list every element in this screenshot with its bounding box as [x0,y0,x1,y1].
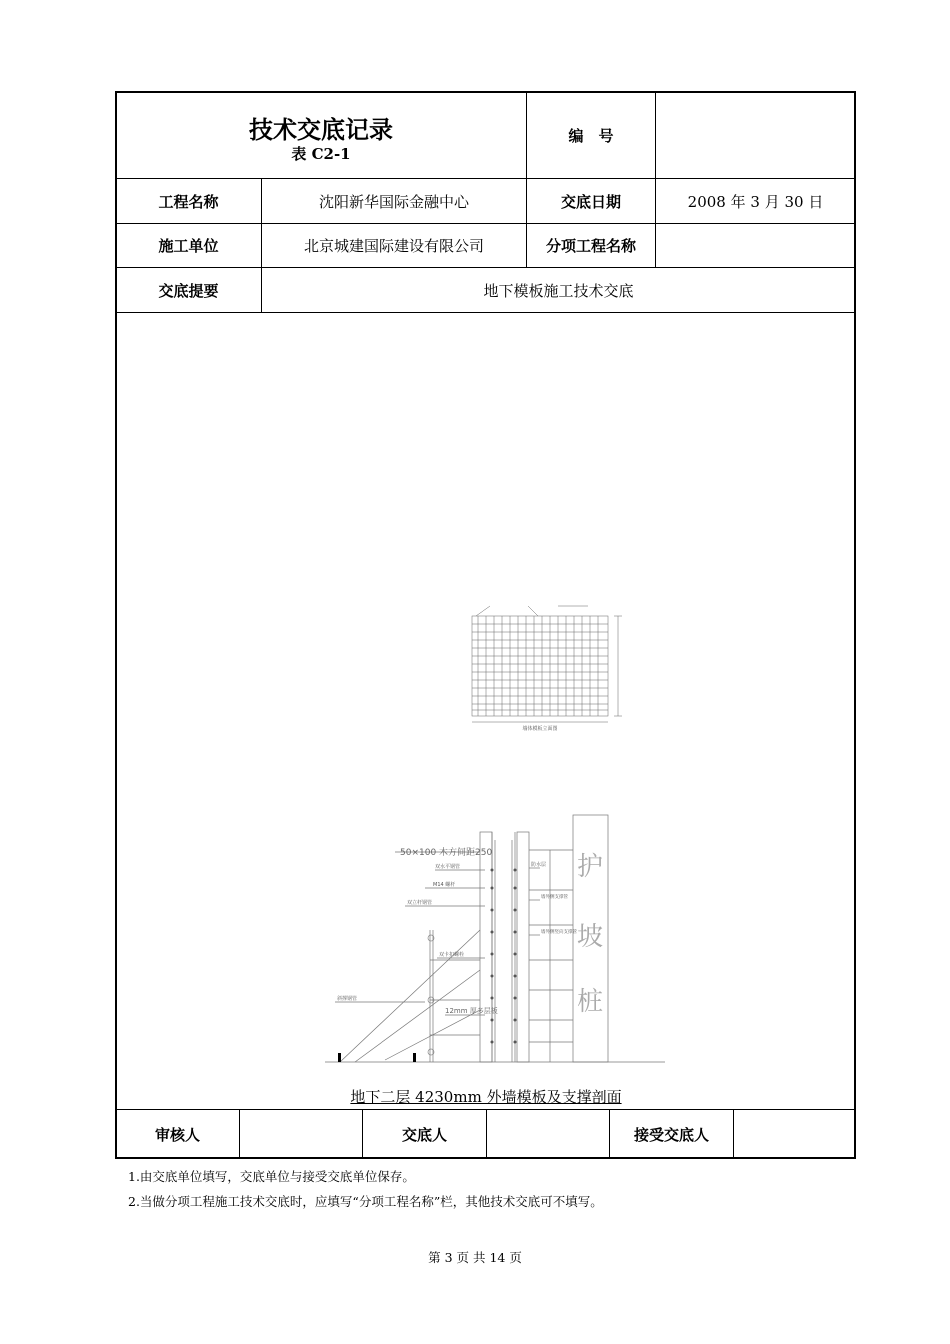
project-name-label: 工程名称 [158,192,219,211]
contractor-value[interactable]: 北京城建国际建设有限公司 [303,237,484,255]
receiver-value[interactable] [734,1110,855,1158]
note-1: 1.由交底单位填写，交底单位与接受交底单位保存。 [128,1169,415,1184]
note-2: 2.当做分项工程施工技术交底时，应填写“分项工程名称”栏，其他技术交底可不填写。 [128,1194,603,1209]
pile-char-2: 坡 [577,922,604,952]
section-label-vertical-pipe: 双立杆钢管 [407,900,433,906]
section-label-bolt: M14 螺杆 [433,882,456,888]
form-title: 技术交底记录 [249,116,393,144]
section-label-timber: 50×100 木方间距250 [400,848,493,858]
sub-project-label: 分项工程名称 [545,237,636,255]
section-label-waterproof: 防水层 [531,862,547,868]
date-value[interactable]: 2008 年 3 月 30 日 [687,192,824,211]
reviewer-label: 审核人 [154,1125,200,1144]
pile-char-3: 桩 [577,987,604,1017]
summary-value[interactable]: 地下模板施工技术交底 [483,281,634,300]
section-label-double-pipe: 双水平钢管 [435,864,461,870]
section-label-brace: 斜撑钢管 [337,996,358,1002]
elevation-label: 墙体模板立面图 [522,726,558,732]
presenter-value[interactable] [487,1110,609,1158]
section-label-wall-pipe: 墙外侧竖向支撑管 [541,930,577,935]
sub-project-value[interactable] [656,224,855,267]
row-divider [116,312,856,313]
formwork-elevation-drawing [468,600,633,735]
drawing-caption: 地下二层 4230mm 外墙模板及支撑剖面 [350,1088,622,1106]
contractor-label: 施工单位 [158,237,219,255]
number-value[interactable] [656,92,855,178]
number-label: 编 号 [568,126,614,145]
page-number: 第 3 页 共 14 页 [428,1250,522,1265]
project-name-value[interactable]: 沈阳新华国际金融中心 [318,192,469,211]
section-label-outer-brace: 墙外侧支撑管 [541,895,568,900]
reviewer-value[interactable] [240,1110,362,1158]
form-code: 表 C2-1 [291,145,351,163]
section-label-clamp: 双卡扣螺栓 [439,952,465,958]
receiver-label: 接受交底人 [633,1125,709,1144]
presenter-label: 交底人 [401,1125,447,1144]
summary-label: 交底提要 [158,281,219,300]
pile-char-1: 护 [577,852,604,882]
section-label-plywood: 12mm 厚多层板 [445,1007,498,1015]
formwork-section-drawing [325,810,670,1070]
date-label: 交底日期 [560,192,621,211]
